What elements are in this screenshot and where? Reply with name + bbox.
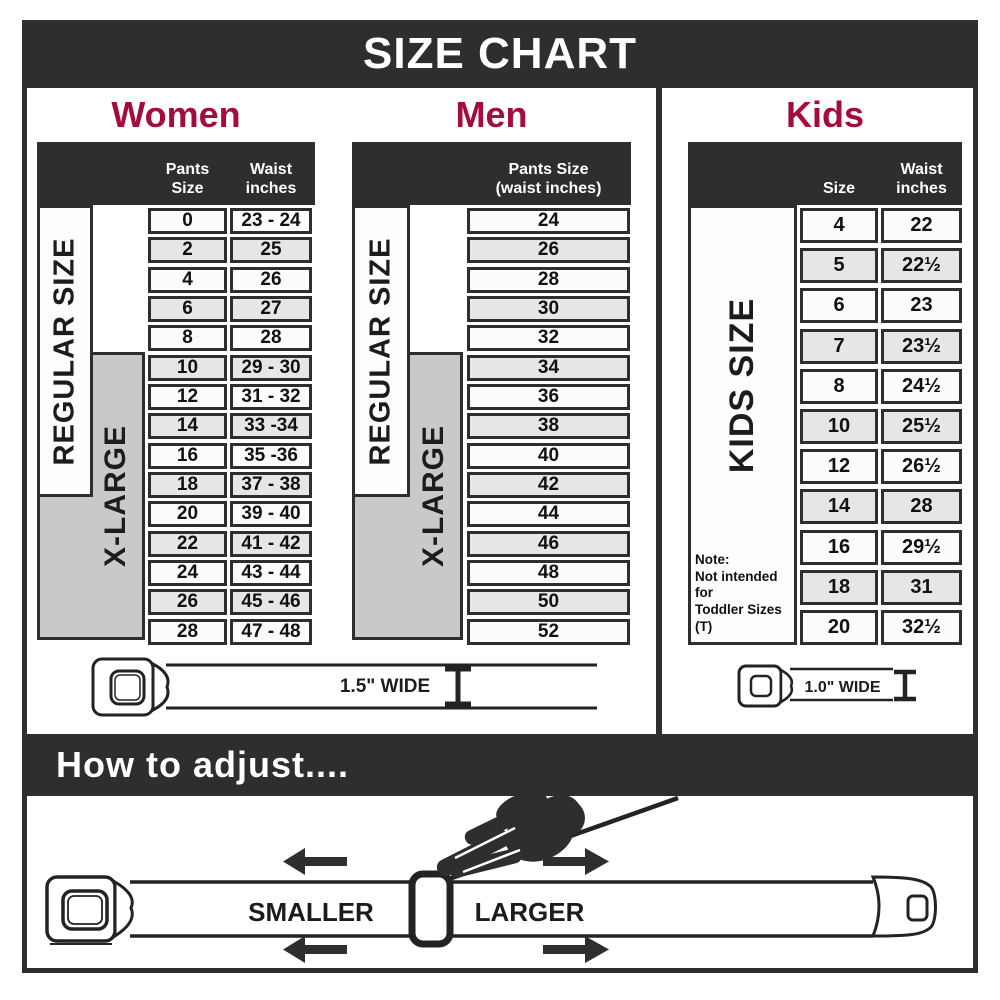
table-cell: 22 [148, 531, 227, 557]
table-row [467, 443, 630, 469]
table-cell: 26 [467, 237, 630, 263]
table-cell: 28 [148, 619, 227, 645]
table-row [467, 355, 630, 381]
table-row [467, 560, 630, 586]
women-col-waist-line2: inches [245, 179, 297, 197]
table-cell: 40 [467, 443, 630, 469]
how-to-adjust-title: How to adjust.... [22, 734, 978, 796]
table-cell: 31 - 32 [230, 384, 312, 410]
table-row [148, 443, 312, 469]
men-section-title: Men [455, 94, 528, 135]
smaller-label: SMALLER [248, 897, 374, 927]
page-title: SIZE CHART [22, 20, 978, 88]
slider-adjuster-icon [412, 874, 450, 944]
table-row [800, 570, 962, 605]
kids-col-size-text: Size [822, 179, 855, 197]
women-table-rows [148, 208, 312, 645]
table-cell: 8 [800, 369, 878, 404]
table-row [467, 501, 630, 527]
belt-adjust-diagram [27, 800, 973, 968]
table-cell: 0 [148, 208, 227, 234]
table-cell: 12 [148, 384, 227, 410]
table-cell: 8 [148, 325, 227, 351]
table-cell: 44 [467, 501, 630, 527]
table-cell: 18 [148, 472, 227, 498]
table-cell: 23 - 24 [230, 208, 312, 234]
table-cell: 25½ [881, 409, 962, 444]
women-col-size-label [148, 142, 227, 205]
table-row [148, 560, 312, 586]
table-cell: 23 [881, 288, 962, 323]
men-xlarge-label: X-LARGE [416, 425, 450, 567]
table-row [148, 384, 312, 410]
women-regular-box [37, 205, 93, 497]
table-cell: 6 [800, 288, 878, 323]
table-row [467, 384, 630, 410]
table-cell: 12 [800, 449, 878, 484]
table-cell: 33 -34 [230, 413, 312, 439]
table-row [467, 237, 630, 263]
table-cell: 5 [800, 248, 878, 283]
table-row [800, 329, 962, 364]
table-row [800, 248, 962, 283]
kids-table-rows [800, 208, 962, 645]
table-cell: 26½ [881, 449, 962, 484]
table-cell: 42 [467, 472, 630, 498]
table-cell: 32½ [881, 610, 962, 645]
table-cell: 22 [881, 208, 962, 243]
table-row [800, 489, 962, 524]
table-cell: 16 [148, 443, 227, 469]
men-regular-label: REGULAR SIZE [364, 237, 397, 465]
women-xlarge-label: X-LARGE [98, 425, 132, 567]
women-col-size-text: Pants Size [165, 161, 210, 197]
table-cell: 41 - 42 [230, 531, 312, 557]
table-row [467, 267, 630, 293]
table-cell: 20 [800, 610, 878, 645]
men-table-rows [467, 208, 630, 645]
table-row [148, 355, 312, 381]
kids-size-label: KIDS SIZE [723, 298, 761, 474]
men-col-line2: (waist inches) [495, 179, 602, 197]
adult-belt-width-label: 1.5" WIDE [339, 676, 431, 697]
table-cell: 24½ [881, 369, 962, 404]
table-cell: 37 - 38 [230, 472, 312, 498]
table-row [467, 325, 630, 351]
table-cell: 2 [148, 237, 227, 263]
table-row [800, 208, 962, 243]
table-cell: 28 [881, 489, 962, 524]
table-cell: 16 [800, 530, 878, 565]
table-cell: 34 [467, 355, 630, 381]
table-row [800, 409, 962, 444]
table-cell: 48 [467, 560, 630, 586]
table-cell: 6 [148, 296, 227, 322]
women-col-waist-label [230, 142, 312, 205]
table-cell: 28 [230, 325, 312, 351]
kids-size-box [688, 205, 797, 645]
belt-tip-icon [873, 877, 936, 936]
table-cell: 30 [467, 296, 630, 322]
table-row [800, 288, 962, 323]
table-cell: 24 [467, 208, 630, 234]
table-cell: 27 [230, 296, 312, 322]
table-row [148, 619, 312, 645]
women-col-waist-line1: Waist [249, 161, 293, 179]
table-cell: 36 [467, 384, 630, 410]
table-cell: 4 [800, 208, 878, 243]
table-row [467, 472, 630, 498]
table-cell: 18 [800, 570, 878, 605]
table-cell: 7 [800, 329, 878, 364]
table-cell: 20 [148, 501, 227, 527]
table-cell: 23½ [881, 329, 962, 364]
table-row [467, 589, 630, 615]
men-col-label [467, 142, 630, 205]
table-cell: 43 - 44 [230, 560, 312, 586]
larger-label: LARGER [474, 897, 585, 927]
kids-col-waist-line2: inches [896, 179, 947, 197]
table-row [467, 413, 630, 439]
table-cell: 24 [148, 560, 227, 586]
table-row [467, 208, 630, 234]
women-regular-label: REGULAR SIZE [48, 237, 81, 465]
table-cell: 29½ [881, 530, 962, 565]
table-row [148, 501, 312, 527]
table-row [800, 369, 962, 404]
kids-col-waist-label [881, 142, 962, 205]
table-row [148, 413, 312, 439]
table-cell: 35 -36 [230, 443, 312, 469]
table-row [467, 296, 630, 322]
table-cell: 14 [800, 489, 878, 524]
kids-belt-width-label: 1.0" WIDE [804, 679, 881, 696]
table-row [148, 472, 312, 498]
table-cell: 26 [148, 589, 227, 615]
kids-col-size-label [800, 142, 878, 205]
table-cell: 22½ [881, 248, 962, 283]
table-row [148, 267, 312, 293]
buckle-icon [47, 877, 132, 944]
table-row [800, 530, 962, 565]
table-cell: 31 [881, 570, 962, 605]
table-row [148, 296, 312, 322]
table-cell: 26 [230, 267, 312, 293]
width-indicator-icon [894, 670, 916, 701]
table-cell: 52 [467, 619, 630, 645]
width-indicator-icon [445, 667, 471, 706]
table-cell: 28 [467, 267, 630, 293]
table-cell: 39 - 40 [230, 501, 312, 527]
men-col-line1: Pants Size [508, 161, 589, 179]
table-cell: 4 [148, 267, 227, 293]
table-row [148, 237, 312, 263]
table-cell: 10 [800, 409, 878, 444]
kids-col-waist-line1: Waist [900, 161, 943, 179]
kids-note-line2: Not intended for [695, 568, 778, 601]
kids-note-line3: Toddler Sizes (T) [695, 602, 782, 635]
table-cell: 46 [467, 531, 630, 557]
table-row [148, 325, 312, 351]
table-row [800, 610, 962, 645]
table-cell: 47 - 48 [230, 619, 312, 645]
table-row [148, 531, 312, 557]
table-cell: 29 - 30 [230, 355, 312, 381]
table-row [467, 619, 630, 645]
table-row [148, 208, 312, 234]
kids-note-line1: Note: [695, 551, 730, 567]
women-section-title: Women [111, 94, 241, 135]
table-row [800, 449, 962, 484]
kids-section-title: Kids [785, 94, 864, 135]
table-row [467, 531, 630, 557]
table-cell: 32 [467, 325, 630, 351]
table-cell: 25 [230, 237, 312, 263]
panel-divider [656, 88, 662, 734]
table-row [148, 589, 312, 615]
kids-note [695, 552, 794, 636]
table-cell: 45 - 46 [230, 589, 312, 615]
men-regular-box [352, 205, 410, 497]
table-cell: 14 [148, 413, 227, 439]
table-cell: 38 [467, 413, 630, 439]
table-cell: 10 [148, 355, 227, 381]
table-cell: 50 [467, 589, 630, 615]
